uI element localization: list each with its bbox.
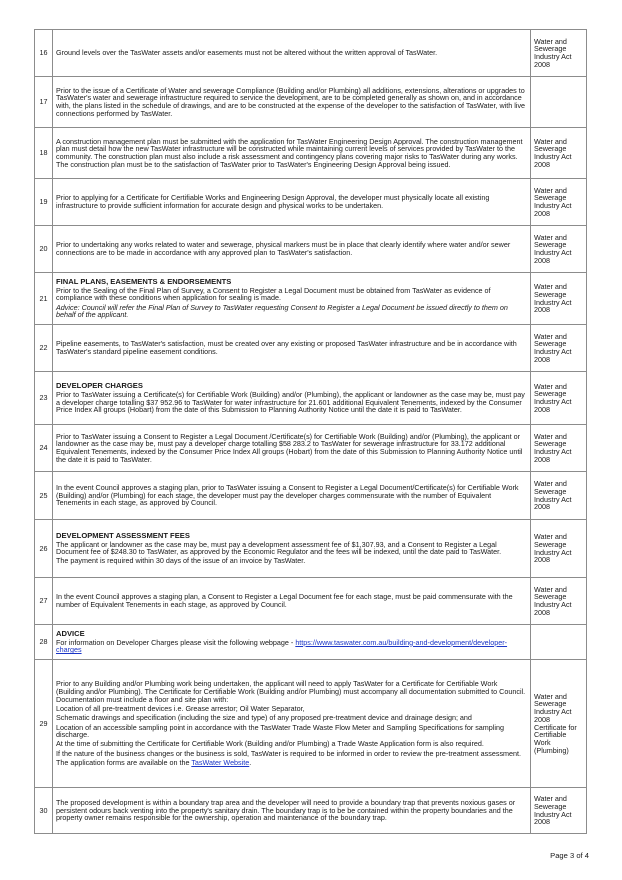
- page-number: Page 3 of 4: [550, 851, 589, 860]
- condition-paragraph: Prior to the Sealing of the Final Plan of Survey, a Consent to Register a Legal Document must be obtained from TasWater as evidence of compliance with these conditions when application for sealing is made.: [56, 285, 491, 303]
- condition-number: 22: [35, 325, 53, 372]
- condition-number: 24: [35, 425, 53, 472]
- condition-paragraph: The proposed development is within a boundary trap area and the developer will need to provide a boundary trap that prevents noxious gases or persistent odours back venting into the property's sanitary drain. The boundary trap is to be be contained within the property boundaries and the property owner remains responsible for the ownership, operation and maintenance of the boundary trap.: [56, 797, 516, 823]
- condition-row: [35, 660, 587, 788]
- condition-reference: Water and Sewerage Industry Act 2008: [531, 179, 587, 226]
- condition-paragraph: Prior to undertaking any works related to water and sewerage, physical markers must be in place that clearly identify where water and/or sewer connections are to be made in accordance with any approved plan to TasWater's satisfaction.: [56, 240, 511, 257]
- condition-reference: [531, 625, 587, 660]
- condition-paragraph: A construction management plan must be submitted with the application for TasWater Engineering Design Approval. The construction management plan must detail how the new TasWater infrastructure will be constructed while maintaining current levels of services provided by TasWater to the community. The construction plan must also include a risk assessment and contingency plans covering major risks to TasWater during any works. The construction plan must be to the satisfaction of TasWater prior to TasWater's Engineering Design Approval being issued.: [56, 136, 523, 169]
- condition-text: [53, 660, 531, 788]
- condition-number: 27: [35, 578, 53, 625]
- condition-paragraph: Prior to applying for a Certificate for Certifiable Works and Engineering Design Approval, the developer must physically locate all existing infrastructure to provide sufficient information for accurate design and physical works to be undertaken.: [56, 193, 490, 210]
- condition-text: [53, 472, 531, 520]
- condition-row: [35, 520, 587, 578]
- condition-row: [35, 625, 587, 660]
- condition-text: [53, 578, 531, 625]
- condition-paragraph: Prior to TasWater issuing a Certificate(s) for Certifiable Work (Building) and/or (Plumbing), the applicant or landowner as the case may be, must pay a developer charge totalling $37 952.96 to TasWater for water infrastructure for 21.601 additional Equivalent Tenements, indexed by the Consumer Price Index All groups (Hobart) from the date of this Submission to Planning Authority Notice until the date it is paid to TasWater.: [56, 389, 525, 415]
- condition-paragraph: Prior to TasWater issuing a Consent to Register a Legal Document /Certificate(s) for Certifiable Work (Building) and/or (Plumbing), the applicant or landowner as the case may be, must pay a developer charge totalling $58 283.2 to TasWater for sewerage infrastructure for 33.172 additional Equivalent Tenements, indexed by the Consumer Price Index All groups (Hobart) from the date of this Submission to Planning Authority Notice until the date it is paid to TasWater.: [56, 431, 523, 464]
- taswater-website-link[interactable]: TasWater Website: [191, 757, 250, 767]
- condition-number: 17: [35, 77, 53, 128]
- condition-number: 25: [35, 472, 53, 520]
- condition-text: [53, 325, 531, 372]
- condition-number: 19: [35, 179, 53, 226]
- condition-number: 23: [35, 372, 53, 425]
- condition-reference: [531, 77, 587, 128]
- condition-row: [35, 30, 587, 77]
- condition-reference: Water and Sewerage Industry Act 2008: [531, 472, 587, 520]
- section-heading: DEVELOPMENT ASSESSMENT FEES: [56, 530, 190, 540]
- condition-number: 29: [35, 660, 53, 788]
- condition-row: [35, 372, 587, 425]
- forms-text: The application forms are available on the: [56, 757, 192, 767]
- condition-reference: Water and Sewerage Industry Act 2008: [531, 273, 587, 325]
- condition-paragraph: Ground levels over the TasWater assets and/or easements must not be altered without the written approval of TasWater.: [56, 48, 438, 58]
- condition-reference: Water and Sewerage Industry Act 2008: [531, 325, 587, 372]
- condition-text: [53, 179, 531, 226]
- condition-paragraph: If the nature of the business changes or the business is sold, TasWater is required to be informed in order to review the pre-treatment assessment.: [56, 748, 522, 758]
- condition-row: [35, 788, 587, 834]
- condition-paragraph: Prior to any Building and/or Plumbing work being undertaken, the applicant will need to apply TasWater for a Certificate for Certifiable Work (Building and/or Plumbing). The Certificate for Certifiable Work (Building and/or Plumbing) must accompany all documentation submitted to Council. Documentation must include a floor and site plan with:: [56, 679, 526, 704]
- condition-reference: Water and Sewerage Industry Act 2008: [531, 226, 587, 273]
- condition-number: 20: [35, 226, 53, 273]
- condition-row: [35, 128, 587, 179]
- developer-charges-link[interactable]: https://www.taswater.com.au/building-and-development/developer-charges: [56, 637, 508, 655]
- condition-paragraph: The payment is required within 30 days of the issue of an invoice by TasWater.: [56, 556, 306, 566]
- forms-end: .: [249, 757, 252, 767]
- condition-row: [35, 472, 587, 520]
- condition-paragraph: The applicant or landowner as the case may be, must pay a development assessment fee of $1,307.93, and a Consent to Register a Legal Document fee of $248.30 to TasWater, as approved by the Economic Regulator and the fees will be indexed, until the date paid to TasWater.: [56, 539, 502, 557]
- condition-paragraph: In the event Council approves a staging plan, prior to TasWater issuing a Consent to Register a Legal Document/Certificate(s) for Certifiable Work (Building) and/or (Plumbing) for each stage, the developer must pay the developer charges commensurate with the number of Equivalent Tenements in each stage, as approved by Council.: [56, 482, 519, 508]
- condition-text: [53, 128, 531, 179]
- condition-text: [53, 30, 531, 77]
- condition-text: [53, 77, 531, 128]
- condition-paragraph: Location of an accessible sampling point in accordance with the TasWater Trade Waste Flow Meter and Sampling Specifications for sampling discharge.: [56, 722, 504, 740]
- condition-reference: Water and Sewerage Industry Act 2008: [531, 788, 587, 834]
- condition-reference: Water and Sewerage Industry Act 2008: [531, 520, 587, 578]
- condition-row: [35, 325, 587, 372]
- condition-number: 28: [35, 625, 53, 660]
- condition-reference: Water and Sewerage Industry Act 2008: [531, 30, 587, 77]
- condition-row: [35, 179, 587, 226]
- condition-paragraph: Pipeline easements, to TasWater's satisfaction, must be created over any existing or proposed TasWater infrastructure and be in accordance with TasWater's standard pipeline easement conditions.: [56, 339, 517, 356]
- section-heading: ADVICE: [56, 628, 85, 638]
- condition-row: [35, 273, 587, 325]
- advice-paragraph: [56, 639, 526, 654]
- condition-number: 30: [35, 788, 53, 834]
- condition-number: 18: [35, 128, 53, 179]
- section-heading: FINAL PLANS, EASEMENTS & ENDORSEMENTS: [56, 276, 232, 286]
- condition-number: 21: [35, 273, 53, 325]
- condition-reference: Water and Sewerage Industry Act 2008 Certificate for Certifiable Work (Plumbing): [531, 660, 587, 788]
- conditions-table: [34, 29, 587, 834]
- condition-row: [35, 425, 587, 472]
- condition-reference: Water and Sewerage Industry Act 2008: [531, 425, 587, 472]
- forms-paragraph: [56, 759, 526, 767]
- condition-text: [53, 788, 531, 834]
- condition-text: [53, 625, 531, 660]
- condition-text: [53, 520, 531, 578]
- condition-reference: Water and Sewerage Industry Act 2008: [531, 128, 587, 179]
- condition-paragraph: Location of all pre-treatment devices i.e. Grease arrestor; Oil Water Separator,: [56, 704, 305, 714]
- condition-number: 16: [35, 30, 53, 77]
- advice-text: For information on Developer Charges please visit the following webpage -: [56, 637, 296, 647]
- condition-number: 26: [35, 520, 53, 578]
- condition-paragraph: Prior to the issue of a Certificate of Water and sewerage Compliance (Building and/or Plumbing) all additions, extensions, alterations or upgrades to TasWater's water and sewerage infrastructure required to service the development, are to be completed generally as shown on, and in accordance with, the plans listed in the schedule of drawings, and are to be constructed at the expense of the developer to the satisfaction of TasWater, with live connections performed by TasWater.: [56, 85, 526, 118]
- condition-paragraph: In the event Council approves a staging plan, a Consent to Register a Legal Document fee for each stage, must be paid commensurate with the number of Equivalent Tenements in each stage, as approved by Council.: [56, 592, 513, 609]
- condition-paragraph: At the time of submitting the Certificate for Certifiable Work (Building and/or Plumbing) a Trade Waste Application form is also required.: [56, 739, 484, 749]
- condition-paragraph: Schematic drawings and specification (including the size and type) of any proposed pre-treatment device and drainage design; and: [56, 713, 472, 723]
- condition-text: [53, 226, 531, 273]
- condition-row: [35, 226, 587, 273]
- advice-note: Advice: Council will refer the Final Plan of Survey to TasWater requesting Consent to Register a Legal Document be issued directly to them on behalf of the applicant.: [56, 302, 508, 320]
- condition-reference: Water and Sewerage Industry Act 2008: [531, 578, 587, 625]
- section-heading: DEVELOPER CHARGES: [56, 381, 143, 391]
- condition-text: [53, 425, 531, 472]
- condition-row: [35, 77, 587, 128]
- condition-row: [35, 578, 587, 625]
- condition-text: [53, 372, 531, 425]
- condition-reference: Water and Sewerage Industry Act 2008: [531, 372, 587, 425]
- condition-text: [53, 273, 531, 325]
